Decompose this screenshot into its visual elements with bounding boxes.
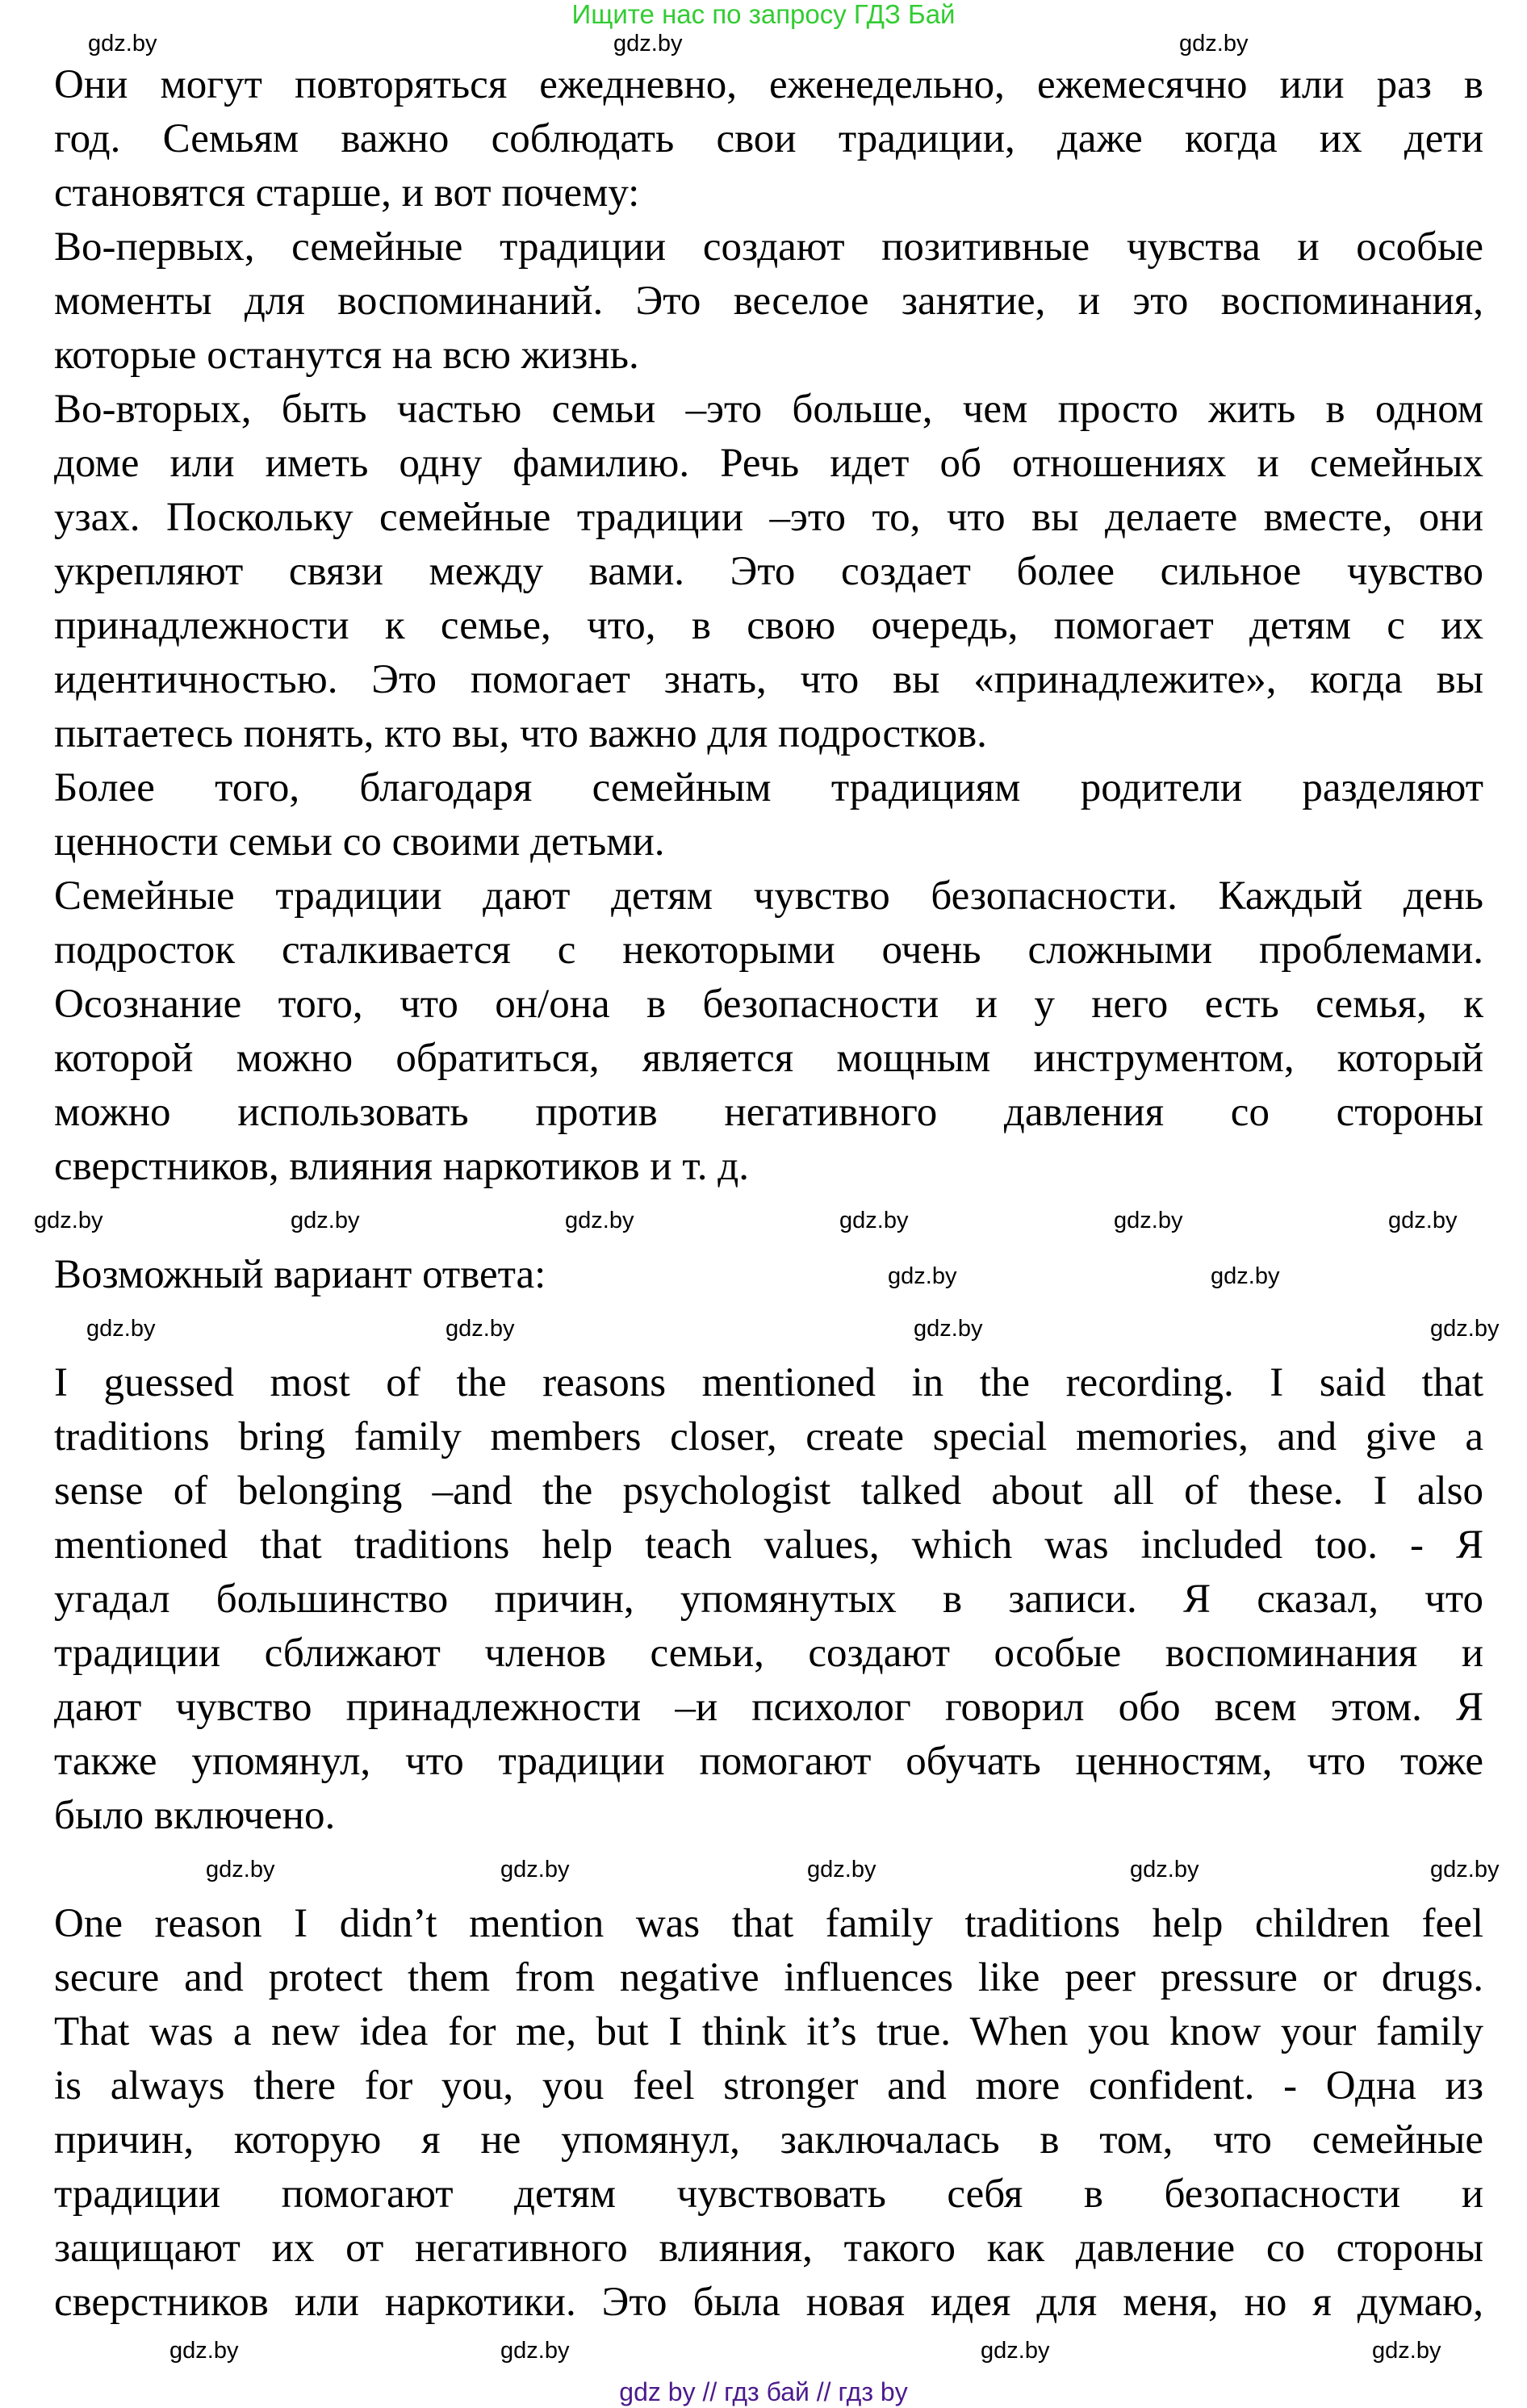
text-line: That was a new idea for me, but I think it’s true. When you know your family [54,2009,1483,2054]
text-line: моменты для воспоминаний. Это веселое занятие, и это воспоминания, [54,278,1483,324]
watermark-text: gdz.by [1430,1316,1500,1342]
document-body [54,58,1483,2330]
watermark-text: gdz.by [613,31,683,57]
watermark-text: gdz.by [807,1857,876,1882]
paragraph [54,761,1483,869]
watermark-text: gdz.by [1388,1208,1458,1233]
text-line: становятся старше, и вот почему: [54,170,640,216]
watermark-text: gdz.by [1130,1857,1199,1882]
text-line: традиции сближают членов семьи, создают особые воспоминания и [54,1631,1483,1676]
watermark-text: gdz.by [981,2338,1050,2364]
blank-line [54,1194,1483,1248]
text-line: узах. Поскольку семейные традиции –это то, что вы делаете вместе, они [54,495,1483,540]
text-line: Семейные традиции дают детям чувство безопасности. Каждый день [54,873,1483,919]
text-line: Осознание того, что он/она в безопасности и у него есть семья, к [54,982,1483,1027]
text-line: is always there for you, you feel stronger and more confident. - Одна из [54,2063,1483,2109]
watermark-text: gdz.by [565,1208,634,1233]
text-line: I guessed most of the reasons mentioned in the recording. I said that [54,1360,1483,1405]
text-line: сверстников, влияния наркотиков и т. д. [54,1144,749,1189]
watermark-text: gdz.by [1114,1208,1183,1233]
text-line: traditions bring family members closer, create special memories, and give a [54,1414,1483,1459]
text-line: ценности семьи со своими детьми. [54,819,665,865]
text-line: было включено. [54,1793,336,1838]
watermark-text: gdz.by [446,1316,515,1342]
text-line: One reason I didn’t mention was that family traditions help children feel [54,1901,1483,1946]
text-line: sense of belonging –and the psychologist talked about all of these. I also [54,1468,1483,1514]
text-line: защищают их от негативного влияния, такого как давление со стороны [54,2226,1483,2271]
watermark-text: gdz.by [500,1857,570,1882]
watermark-text: gdz.by [1430,1857,1500,1882]
watermark-text: gdz.by [839,1208,909,1233]
text-line: можно использовать против негативного давления со стороны [54,1090,1483,1135]
watermark-text: gdz.by [86,1316,156,1342]
text-line: идентичностью. Это помогает знать, что вы «принадлежите», когда вы [54,657,1483,702]
text-line: Возможный вариант ответа: [54,1252,546,1297]
text-line: дают чувство принадлежности –и психолог говорил обо всем этом. Я [54,1685,1483,1730]
text-line: также упомянул, что традиции помогают обучать ценностям, что тоже [54,1739,1483,1784]
text-line: Более того, благодаря семейным традициям родители разделяют [54,765,1483,810]
search-banner[interactable]: Ищите нас по запросу ГДЗ Бай [571,0,956,29]
watermark-text: gdz.by [1372,2338,1441,2364]
paragraph [54,869,1483,1194]
watermark-text: gdz.by [1179,31,1249,57]
text-line: secure and protect them from negative influences like peer pressure or drugs. [54,1955,1483,2000]
watermark-text: gdz.by [34,1208,103,1233]
watermark-text: gdz.by [291,1208,360,1233]
text-line: традиции помогают детям чувствовать себя в безопасности и [54,2171,1483,2217]
paragraph [54,220,1483,383]
footer-links[interactable]: gdz by // гдз бай // гдз by [619,2377,908,2406]
text-line: Во-первых, семейные традиции создают позитивные чувства и особые [54,224,1483,270]
watermark-text: gdz.by [500,2338,570,2364]
text-line: год. Семьям важно соблюдать свои традиции, даже когда их дети [54,116,1483,161]
blank-line [54,1302,1483,1356]
text-line: принадлежности к семье, что, в свою очередь, помогает детям с их [54,603,1483,648]
watermark-text: gdz.by [206,1857,275,1882]
watermark-text: gdz.by [1211,1263,1280,1289]
text-line: которые останутся на всю жизнь. [54,333,639,378]
text-line: сверстников или наркотики. Это была новая идея для меня, но я думаю, [54,2280,1483,2325]
text-line: Во-вторых, быть частью семьи –это больше, чем просто жить в одном [54,387,1483,432]
text-line: причин, которую я не упомянул, заключалась в том, что семейные [54,2117,1483,2163]
paragraph [54,58,1483,220]
paragraph [54,1897,1483,2330]
text-line: доме или иметь одну фамилию. Речь идет об отношениях и семейных [54,441,1483,486]
paragraph [54,1356,1483,1843]
text-line: mentioned that traditions help teach values, which was included too. - Я [54,1522,1483,1568]
text-line: угадал большинство причин, упомянутых в записи. Я сказал, что [54,1577,1483,1622]
watermark-text: gdz.by [88,31,157,57]
watermark-text: gdz.by [914,1316,983,1342]
text-line: пытаетесь понять, кто вы, что важно для подростков. [54,711,987,756]
text-line: которой можно обратиться, является мощным инструментом, который [54,1036,1483,1081]
text-line: Они могут повторяться ежедневно, еженедельно, ежемесячно или раз в [54,62,1483,107]
text-line: укрепляют связи между вами. Это создает более сильное чувство [54,549,1483,594]
text-line: подросток сталкивается с некоторыми очень сложными проблемами. [54,928,1483,973]
watermark-text: gdz.by [169,2338,239,2364]
paragraph [54,383,1483,761]
watermark-text: gdz.by [888,1263,957,1289]
